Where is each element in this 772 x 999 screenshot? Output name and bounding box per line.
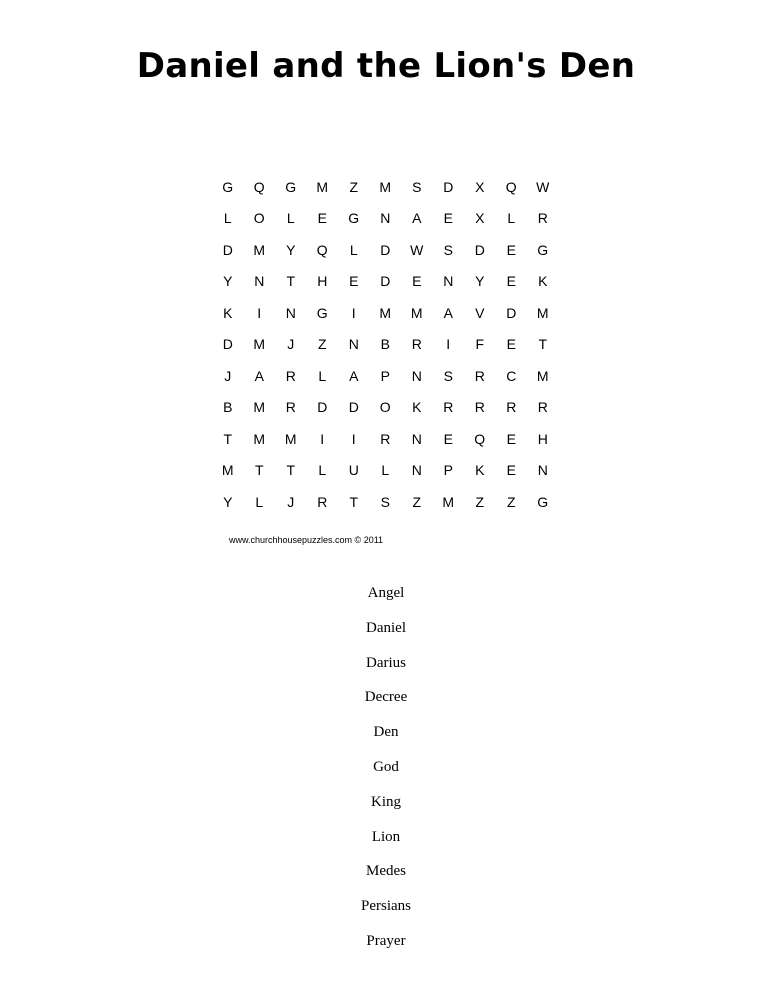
word-list-item: God xyxy=(373,758,399,775)
grid-letter: H xyxy=(317,273,328,290)
grid-letter: D xyxy=(443,178,454,195)
grid-letter: E xyxy=(506,336,516,353)
grid-letter: N xyxy=(537,462,548,479)
grid-letter: S xyxy=(443,241,453,258)
grid-letter: J xyxy=(287,493,295,510)
grid-letter: Q xyxy=(253,178,265,195)
word-list xyxy=(0,579,772,962)
grid-letter: E xyxy=(412,273,422,290)
grid-letter: M xyxy=(253,430,266,447)
grid-letter: Q xyxy=(316,241,328,258)
grid-letter: R xyxy=(317,493,328,510)
grid-letter: T xyxy=(254,462,264,479)
grid-letter: V xyxy=(475,304,485,321)
grid-letter: E xyxy=(443,210,453,227)
word-list-item: Daniel xyxy=(366,619,406,636)
grid-letter: U xyxy=(348,462,359,479)
grid-letter: Y xyxy=(286,241,296,258)
grid-letter: R xyxy=(537,399,548,416)
word-search-grid xyxy=(212,171,559,518)
grid-letter: L xyxy=(318,367,327,384)
grid-letter: W xyxy=(410,241,424,258)
grid-letter: E xyxy=(506,430,516,447)
grid-letter: N xyxy=(380,210,391,227)
grid-letter: D xyxy=(222,336,233,353)
grid-letter: Z xyxy=(412,493,422,510)
word-list-item: Den xyxy=(373,724,399,741)
grid-letter: T xyxy=(286,273,296,290)
grid-letter: P xyxy=(443,462,453,479)
grid-letter: Q xyxy=(505,178,517,195)
grid-letter: D xyxy=(222,241,233,258)
grid-letter: B xyxy=(223,399,233,416)
grid-letter: T xyxy=(538,336,548,353)
word-list-item: Decree xyxy=(364,689,408,706)
grid-letter: S xyxy=(412,178,422,195)
grid-letter: M xyxy=(442,493,455,510)
grid-letter: A xyxy=(443,304,453,321)
grid-letter: R xyxy=(285,367,296,384)
grid-letter: M xyxy=(379,178,392,195)
grid-letter: F xyxy=(475,336,485,353)
grid-letter: E xyxy=(349,273,359,290)
grid-letter: K xyxy=(475,462,485,479)
grid-letter: T xyxy=(349,493,359,510)
grid-letter: Z xyxy=(317,336,327,353)
grid-letter: G xyxy=(222,178,234,195)
grid-letter: M xyxy=(253,399,266,416)
grid-letter: C xyxy=(506,367,517,384)
copyright-notice: www.churchhousepuzzles.com © 2011 xyxy=(229,535,384,545)
grid-letter: I xyxy=(446,336,451,353)
grid-letter: M xyxy=(316,178,329,195)
grid-letter: K xyxy=(223,304,233,321)
word-list-item: Lion xyxy=(371,828,401,845)
grid-letter: M xyxy=(221,462,234,479)
grid-letter: G xyxy=(537,241,549,258)
grid-letter: G xyxy=(285,178,297,195)
grid-letter: D xyxy=(380,241,391,258)
grid-letter: Q xyxy=(474,430,486,447)
grid-letter: X xyxy=(475,210,485,227)
grid-letter: Y xyxy=(475,273,485,290)
grid-letter: D xyxy=(474,241,485,258)
grid-letter: R xyxy=(537,210,548,227)
grid-letter: S xyxy=(380,493,390,510)
grid-letter: Y xyxy=(223,273,233,290)
grid-letter: R xyxy=(506,399,517,416)
word-list-item: Medes xyxy=(366,863,406,880)
grid-letter: I xyxy=(257,304,262,321)
grid-letter: D xyxy=(317,399,328,416)
page-title: Daniel and the Lion's Den xyxy=(136,45,636,86)
grid-letter: O xyxy=(253,210,265,227)
grid-letter: R xyxy=(285,399,296,416)
word-list-item: Angel xyxy=(367,585,405,601)
grid-letter: M xyxy=(253,241,266,258)
grid-letter: L xyxy=(381,462,390,479)
grid-letter: O xyxy=(379,399,391,416)
grid-letter: N xyxy=(254,273,265,290)
grid-letter: N xyxy=(285,304,296,321)
grid-letter: E xyxy=(317,210,327,227)
grid-letter: I xyxy=(351,304,356,321)
grid-letter: J xyxy=(287,336,295,353)
grid-letter: E xyxy=(506,273,516,290)
grid-letter: W xyxy=(536,178,550,195)
grid-letter: L xyxy=(286,210,295,227)
grid-letter: Z xyxy=(349,178,359,195)
grid-letter: G xyxy=(348,210,360,227)
grid-letter: L xyxy=(507,210,516,227)
grid-letter: M xyxy=(253,336,266,353)
grid-letter: Z xyxy=(506,493,516,510)
grid-letter: M xyxy=(536,304,549,321)
word-list-item: Darius xyxy=(366,654,406,671)
grid-letter: B xyxy=(380,336,390,353)
grid-letter: R xyxy=(380,430,391,447)
grid-letter: R xyxy=(411,336,422,353)
grid-letter: E xyxy=(443,430,453,447)
grid-letter: R xyxy=(443,399,454,416)
grid-letter: D xyxy=(380,273,391,290)
grid-letter: M xyxy=(410,304,423,321)
grid-letter: I xyxy=(320,430,325,447)
grid-letter: M xyxy=(536,367,549,384)
grid-letter: M xyxy=(284,430,297,447)
grid-letter: N xyxy=(348,336,359,353)
word-list-item: Prayer xyxy=(366,932,406,949)
grid-letter: L xyxy=(223,210,232,227)
grid-letter: G xyxy=(316,304,328,321)
grid-letter: D xyxy=(348,399,359,416)
grid-letter: R xyxy=(474,367,485,384)
grid-letter: Z xyxy=(475,493,485,510)
grid-letter: A xyxy=(412,210,422,227)
grid-letter: Y xyxy=(223,493,233,510)
grid-letter: X xyxy=(475,178,485,195)
grid-letter: P xyxy=(380,367,390,384)
word-list-item: Persians xyxy=(361,898,411,915)
grid-letter: M xyxy=(379,304,392,321)
grid-letter: T xyxy=(286,462,296,479)
grid-letter: T xyxy=(223,430,233,447)
grid-letter: S xyxy=(443,367,453,384)
grid-letter: D xyxy=(506,304,517,321)
grid-letter: N xyxy=(443,273,454,290)
grid-letter: N xyxy=(411,462,422,479)
grid-letter: E xyxy=(506,462,516,479)
grid-letter: L xyxy=(255,493,264,510)
grid-letter: R xyxy=(474,399,485,416)
grid-letter: H xyxy=(537,430,548,447)
grid-letter: G xyxy=(537,493,549,510)
grid-letter: N xyxy=(411,367,422,384)
grid-letter: N xyxy=(411,430,422,447)
grid-letter: L xyxy=(349,241,358,258)
grid-letter: L xyxy=(318,462,327,479)
grid-letter: J xyxy=(224,367,232,384)
grid-letter: A xyxy=(349,367,359,384)
grid-letter: K xyxy=(538,273,548,290)
word-list-item: King xyxy=(371,793,401,810)
grid-letter: I xyxy=(351,430,356,447)
grid-letter: E xyxy=(506,241,516,258)
grid-letter: K xyxy=(412,399,422,416)
grid-letter: A xyxy=(254,367,264,384)
